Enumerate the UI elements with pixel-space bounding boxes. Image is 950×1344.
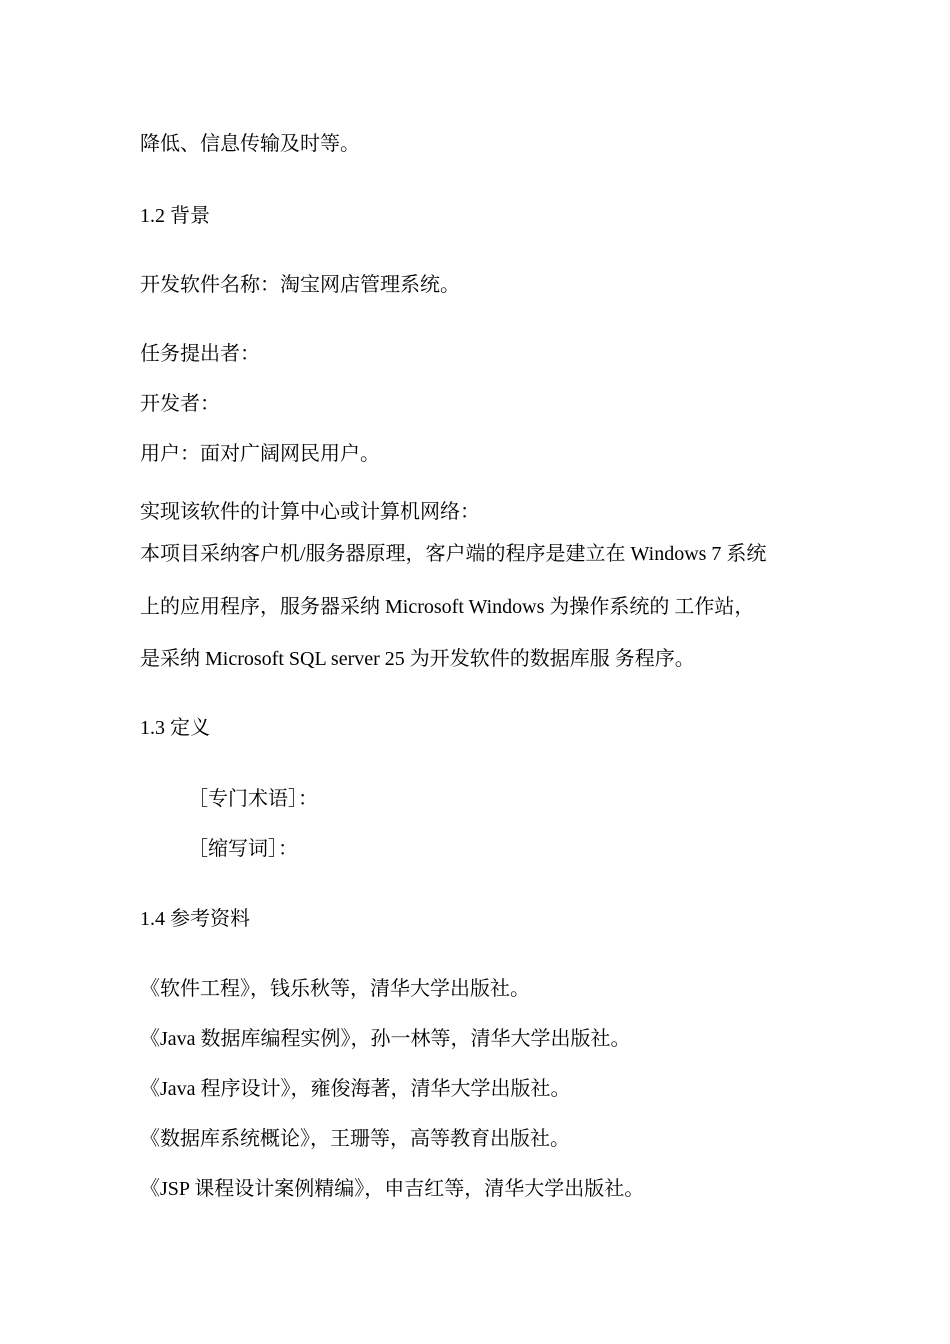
users-line: 用户：面对广阔网民用户。 <box>140 443 380 465</box>
intro-continuation: 降低、信息传输及时等。 <box>140 133 360 155</box>
developer-line: 开发者： <box>140 393 220 415</box>
section-heading-1-3: 1.3 定义 <box>140 717 210 739</box>
network-desc-line-1: 本项目采纳客户机/服务器原理，客户端的程序是建立在 Windows 7 系统 <box>140 543 767 565</box>
proposer-line: 任务提出者： <box>140 343 260 365</box>
terms-line: ［专门术语］： <box>188 788 318 810</box>
reference-item: 《Java 数据库编程实例》，孙一林等，清华大学出版社。 <box>140 1028 631 1050</box>
network-label-line: 实现该软件的计算中心或计算机网络： <box>140 501 480 523</box>
abbreviations-line: ［缩写词］： <box>188 838 298 860</box>
network-desc-line-2: 上的应用程序，服务器采纳 Microsoft Windows 为操作系统的 工作站， <box>140 596 755 618</box>
reference-item: 《Java 程序设计》，雍俊海著，清华大学出版社。 <box>140 1078 571 1100</box>
software-name-line: 开发软件名称：淘宝网店管理系统。 <box>140 274 460 296</box>
network-desc-line-3: 是采纳 Microsoft SQL server 25 为开发软件的数据库服 务程序。 <box>140 648 695 670</box>
reference-item: 《JSP 课程设计案例精编》，申吉红等，清华大学出版社。 <box>140 1178 645 1200</box>
reference-item: 《数据库系统概论》，王珊等，高等教育出版社。 <box>140 1128 570 1150</box>
section-heading-1-2: 1.2 背景 <box>140 205 210 227</box>
reference-item: 《软件工程》，钱乐秋等，清华大学出版社。 <box>140 978 530 1000</box>
section-heading-1-4: 1.4 参考资料 <box>140 908 250 930</box>
